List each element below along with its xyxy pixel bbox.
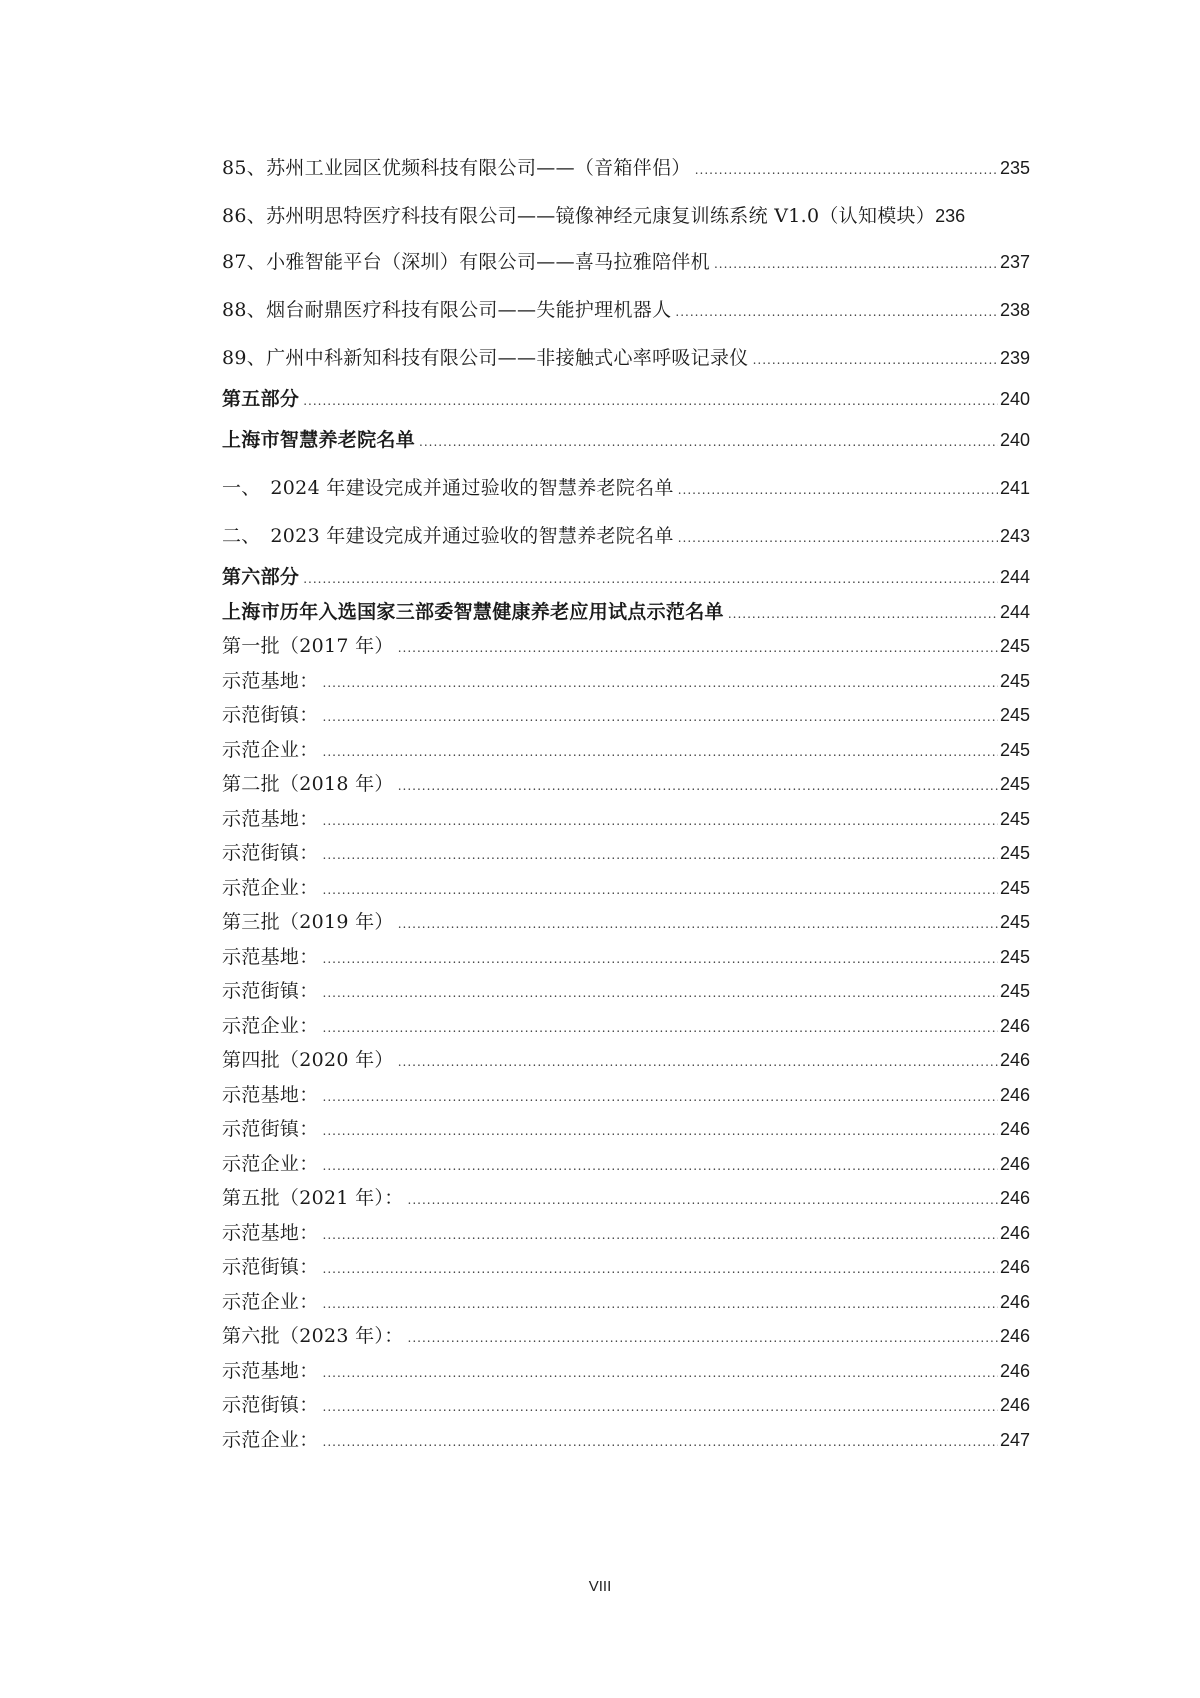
dot-leader [323,943,998,976]
dot-leader [323,667,998,700]
dot-leader [678,522,998,555]
toc-entry-page: 245 [999,636,1030,656]
toc-entry[interactable] [222,872,1030,907]
toc-entry-title: 示范企业： [222,876,319,899]
dot-leader [398,1046,998,1079]
dot-leader [323,1219,998,1252]
toc-entry-page: 245 [999,774,1030,794]
toc-entry-page: 245 [999,843,1030,863]
toc-entry-title: 示范街镇： [222,842,319,864]
toc-entry-page: 240 [999,389,1030,409]
toc-entry-title: 二、 2023 年建设完成并通过验收的智慧养老院名单 [222,525,674,547]
toc-entry-title: 示范街镇： [222,704,319,726]
toc-entry[interactable] [222,424,1030,459]
toc-entry[interactable] [222,1286,1030,1321]
toc-entry-page: 244 [999,567,1030,587]
toc-entry[interactable] [222,837,1030,872]
dot-leader [323,1288,998,1321]
dot-leader [323,805,998,838]
toc-entry-page: 247 [999,1429,1030,1450]
toc-entry[interactable] [222,768,1030,803]
toc-entry[interactable] [222,152,1030,187]
toc-entry-page: 240 [999,430,1030,450]
toc-entry[interactable] [222,906,1030,941]
toc-entry-title: 第三批（2019 年） [222,911,394,933]
dot-leader [678,474,998,507]
toc-entry-page: 245 [999,912,1030,932]
toc-entry[interactable] [222,803,1030,838]
dot-leader [398,770,998,803]
toc-entry-title: 一、 2024 年建设完成并通过验收的智慧养老院名单 [222,477,674,499]
dot-leader [753,344,998,377]
toc-entry[interactable] [222,734,1030,769]
dot-leader [323,1115,998,1148]
toc-entry[interactable] [222,1079,1030,1114]
toc-entry[interactable] [222,200,1030,233]
dot-leader [303,563,998,596]
toc-entry[interactable] [222,1113,1030,1148]
toc-entry-title: 示范街镇： [222,1394,319,1416]
toc-entry[interactable] [222,342,1030,377]
toc-entry[interactable] [222,630,1030,665]
toc-entry-title: 示范企业： [222,1428,319,1451]
toc-entry-page: 246 [999,1291,1030,1312]
dot-leader [323,874,998,907]
toc-entry-title: 上海市智慧养老院名单 [222,429,416,451]
toc-entry-title: 示范基地： [222,1359,319,1382]
toc-entry-page: 245 [999,739,1030,760]
dot-leader [323,1150,998,1183]
dot-leader [408,1184,998,1217]
toc-entry-title: 示范企业： [222,1290,319,1313]
toc-entry-page: 246 [999,1153,1030,1174]
toc-entry-page: 245 [999,670,1030,691]
dot-leader [323,1081,998,1114]
toc-entry-page: 239 [999,348,1030,368]
toc-entry-title: 示范基地： [222,807,319,830]
dot-leader [323,977,998,1010]
toc-entry[interactable] [222,1355,1030,1390]
toc-entry-page: 246 [999,1084,1030,1105]
dot-leader [323,736,998,769]
toc-entry-page: 246 [999,1015,1030,1036]
toc-entry-page: 245 [999,877,1030,898]
dot-leader [398,908,998,941]
dot-leader [323,1426,998,1459]
dot-leader [323,1391,998,1424]
dot-leader [419,426,998,459]
dot-leader [714,248,998,281]
toc-entry-title: 第一批（2017 年） [222,635,394,657]
toc-entry-title: 第六批（2023 年）： [222,1325,404,1347]
toc-entry-title: 87、小雅智能平台（深圳）有限公司——喜马拉雅陪伴机 [222,251,710,273]
dot-leader [323,701,998,734]
toc-entry[interactable] [222,1389,1030,1424]
toc-entry-title: 89、广州中科新知科技有限公司——非接触式心率呼吸记录仪 [222,347,749,369]
toc-entry-title: 上海市历年入选国家三部委智慧健康养老应用试点示范名单 [222,600,724,623]
toc-entry-title: 第四批（2020 年） [222,1049,394,1071]
toc-entry-page: 246 [999,1360,1030,1381]
toc-entry[interactable] [222,665,1030,700]
toc-entry-title: 示范基地： [222,945,319,968]
toc-entry-title: 示范企业： [222,738,319,761]
toc-entry-title: 85、苏州工业园区优频科技有限公司——（音箱伴侣） [222,157,691,179]
toc-entry[interactable] [222,294,1030,329]
toc-entry-title: 88、烟台耐鼎医疗科技有限公司——失能护理机器人 [222,299,672,321]
dot-leader [398,632,998,665]
toc-entry-title: 86、苏州明思特医疗科技有限公司——镜像神经元康复训练系统 V1.0（认知模块） [222,205,936,227]
toc-entry-title: 示范街镇： [222,1118,319,1140]
toc-entry[interactable] [222,1182,1030,1217]
toc-entry-title: 示范基地： [222,669,319,692]
dot-leader [323,1253,998,1286]
toc-entry[interactable] [222,1424,1030,1459]
toc-entry-page: 246 [999,1188,1030,1208]
dot-leader [408,1322,998,1355]
toc-entry[interactable] [222,1010,1030,1045]
dot-leader [695,154,998,187]
toc-entry-page: 245 [999,946,1030,967]
toc-entry-page: 235 [999,158,1030,178]
toc-entry-title: 第六部分 [222,566,300,588]
toc-entry-page: 246 [999,1050,1030,1070]
toc-entry[interactable] [222,1217,1030,1252]
toc-entry-title: 示范基地： [222,1221,319,1244]
toc-entry-title: 第五批（2021 年）： [222,1187,404,1209]
toc-entry[interactable] [222,246,1030,281]
toc-entry[interactable] [222,941,1030,976]
dot-leader [323,1357,998,1390]
toc-entry-page: 236 [935,206,966,226]
toc-entry-page: 246 [999,1326,1030,1346]
toc-entry[interactable] [222,1320,1030,1355]
toc-entry-page: 244 [999,601,1030,622]
toc-entry-title: 示范街镇： [222,980,319,1002]
toc-entry[interactable] [222,1251,1030,1286]
toc-entry[interactable] [222,1148,1030,1183]
toc-entry-page: 246 [999,1257,1030,1277]
toc-entry-page: 246 [999,1395,1030,1415]
toc-entry-title: 第二批（2018 年） [222,773,394,795]
toc-entry-page: 245 [999,808,1030,829]
page-number: VIII [588,1578,612,1595]
toc-entry[interactable] [222,472,1030,507]
dot-leader [728,598,998,631]
toc-entry-title: 示范基地： [222,1083,319,1106]
toc-entry[interactable] [222,383,1030,418]
toc-entry-page: 246 [999,1119,1030,1139]
toc-entry-page: 245 [999,981,1030,1001]
toc-entry-title: 示范企业： [222,1014,319,1037]
toc-entry-page: 238 [999,300,1030,320]
dot-leader [323,1012,998,1045]
toc-entry-title: 示范街镇： [222,1256,319,1278]
toc-entry-page: 241 [999,478,1030,498]
toc-entry[interactable] [222,975,1030,1010]
toc-entry[interactable] [222,699,1030,734]
toc-entry-page: 245 [999,705,1030,725]
toc-entry[interactable] [222,561,1030,596]
table-of-contents [222,152,1030,1458]
dot-leader [323,839,998,872]
toc-entry-title: 示范企业： [222,1152,319,1175]
toc-entry-page: 243 [999,526,1030,546]
dot-leader [675,296,998,329]
toc-entry-page: 246 [999,1222,1030,1243]
dot-leader [303,385,998,418]
toc-entry[interactable] [222,1044,1030,1079]
toc-entry-title: 第五部分 [222,388,300,410]
toc-entry[interactable] [222,596,1030,631]
toc-entry[interactable] [222,520,1030,555]
toc-entry-page: 237 [999,252,1030,272]
